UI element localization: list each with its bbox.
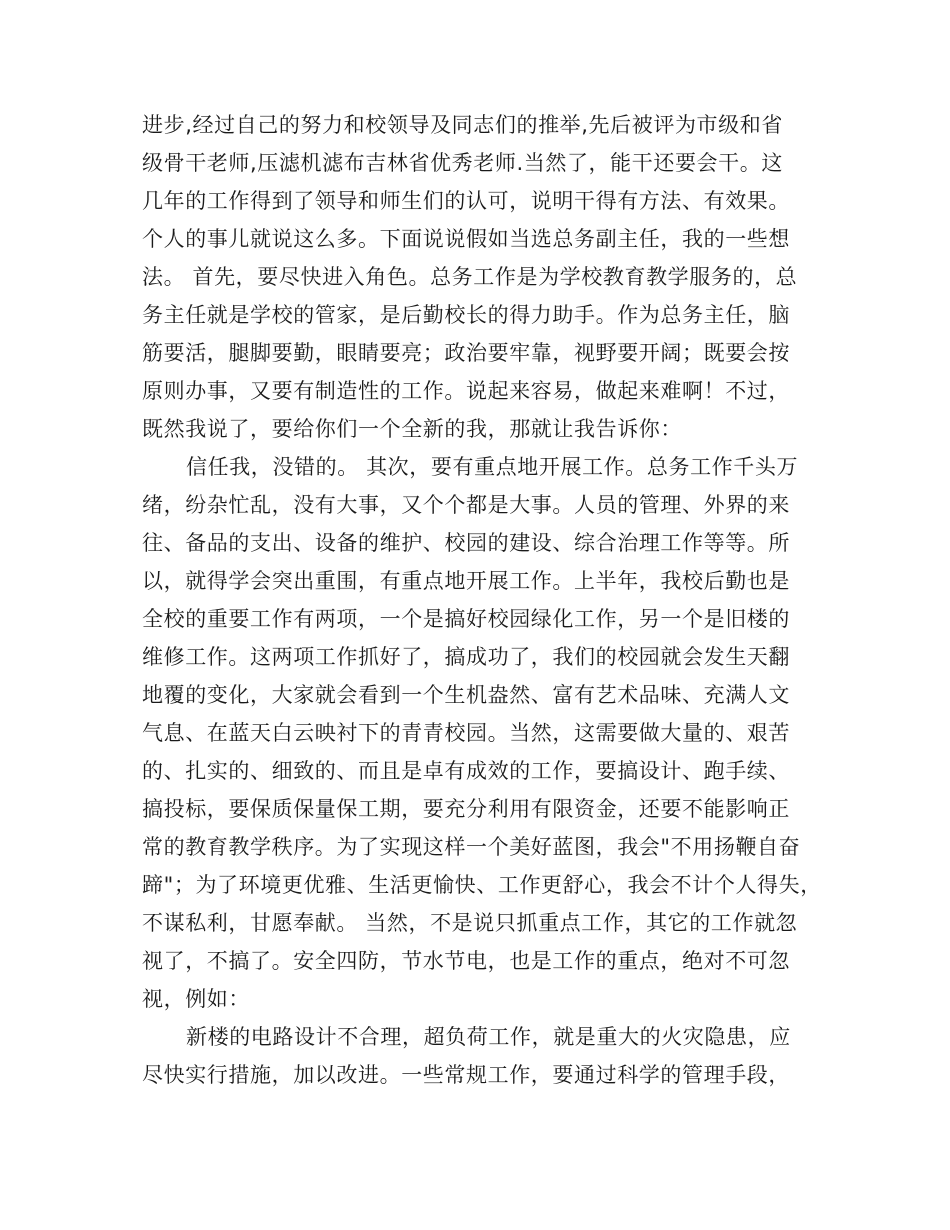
text-line: 常的教育教学秩序。为了实现这样一个美好蓝图，我会"不用扬鞭自奋 (142, 835, 801, 859)
text-line: 往、备品的支出、设备的维护、校园的建设、综合治理工作等等。所 (142, 531, 790, 555)
text-line: 务主任就是学校的管家，是后勤校长的得力助手。作为总务主任，脑 (142, 303, 790, 327)
text-line: 气息、在蓝天白云映衬下的青青校园。当然，这需要做大量的、艰苦 (142, 721, 790, 745)
text-line: 个人的事儿就说这么多。下面说说假如当选总务副主任，我的一些想 (142, 227, 790, 251)
text-line: 的、扎实的、细致的、而且是卓有成效的工作，要搞设计、跑手续、 (142, 759, 790, 783)
text-line: 蹄"；为了环境更优雅、生活更愉快、工作更舒心，我会不计个人得失， (142, 873, 822, 897)
text-line: 新楼的电路设计不合理，超负荷工作，就是重大的火灾隐患，应 (186, 1025, 791, 1049)
text-line: 不谋私利，甘愿奉献。 当然，不是说只抓重点工作，其它的工作就忽 (142, 911, 798, 935)
text-line: 绪，纷杂忙乱，没有大事，又个个都是大事。人员的管理、外界的来 (142, 493, 790, 517)
text-line: 信任我，没错的。 其次，要有重点地开展工作。总务工作千头万 (186, 455, 799, 479)
text-line: 搞投标，要保质保量保工期，要充分利用有限资金，还要不能影响正 (142, 797, 790, 821)
text-line: 视，例如： (142, 987, 250, 1011)
text-line: 既然我说了，要给你们一个全新的我，那就让我告诉你： (142, 417, 682, 441)
text-line: 以，就得学会突出重围，有重点地开展工作。上半年，我校后勤也是 (142, 569, 790, 593)
text-line: 全校的重要工作有两项，一个是搞好校园绿化工作，另一个是旧楼的 (142, 607, 790, 631)
text-line: 级骨干老师,压滤机滤布吉林省优秀老师.当然了，能干还要会干。这 (142, 151, 783, 175)
text-line: 筋要活，腿脚要勤，眼睛要亮；政治要牢靠，视野要开阔；既要会按 (142, 341, 790, 365)
text-line: 进步,经过自己的努力和校领导及同志们的推举,先后被评为市级和省 (142, 113, 783, 137)
text-line: 原则办事，又要有制造性的工作。说起来容易，做起来难啊！不过， (142, 379, 790, 403)
text-line: 维修工作。这两项工作抓好了，搞成功了，我们的校园就会发生天翻 (142, 645, 790, 669)
text-line: 法。 首先，要尽快进入角色。总务工作是为学校教育教学服务的，总 (142, 265, 798, 289)
text-line: 几年的工作得到了领导和师生们的认可，说明干得有方法、有效果。 (142, 189, 790, 213)
document-body (142, 106, 822, 1094)
text-line: 尽快实行措施，加以改进。一些常规工作，要通过科学的管理手段， (142, 1063, 790, 1087)
text-line: 视了，不搞了。安全四防，节水节电，也是工作的重点，绝对不可忽 (142, 949, 790, 973)
text-line: 地覆的变化，大家就会看到一个生机盎然、富有艺术品味、充满人文 (142, 683, 790, 707)
